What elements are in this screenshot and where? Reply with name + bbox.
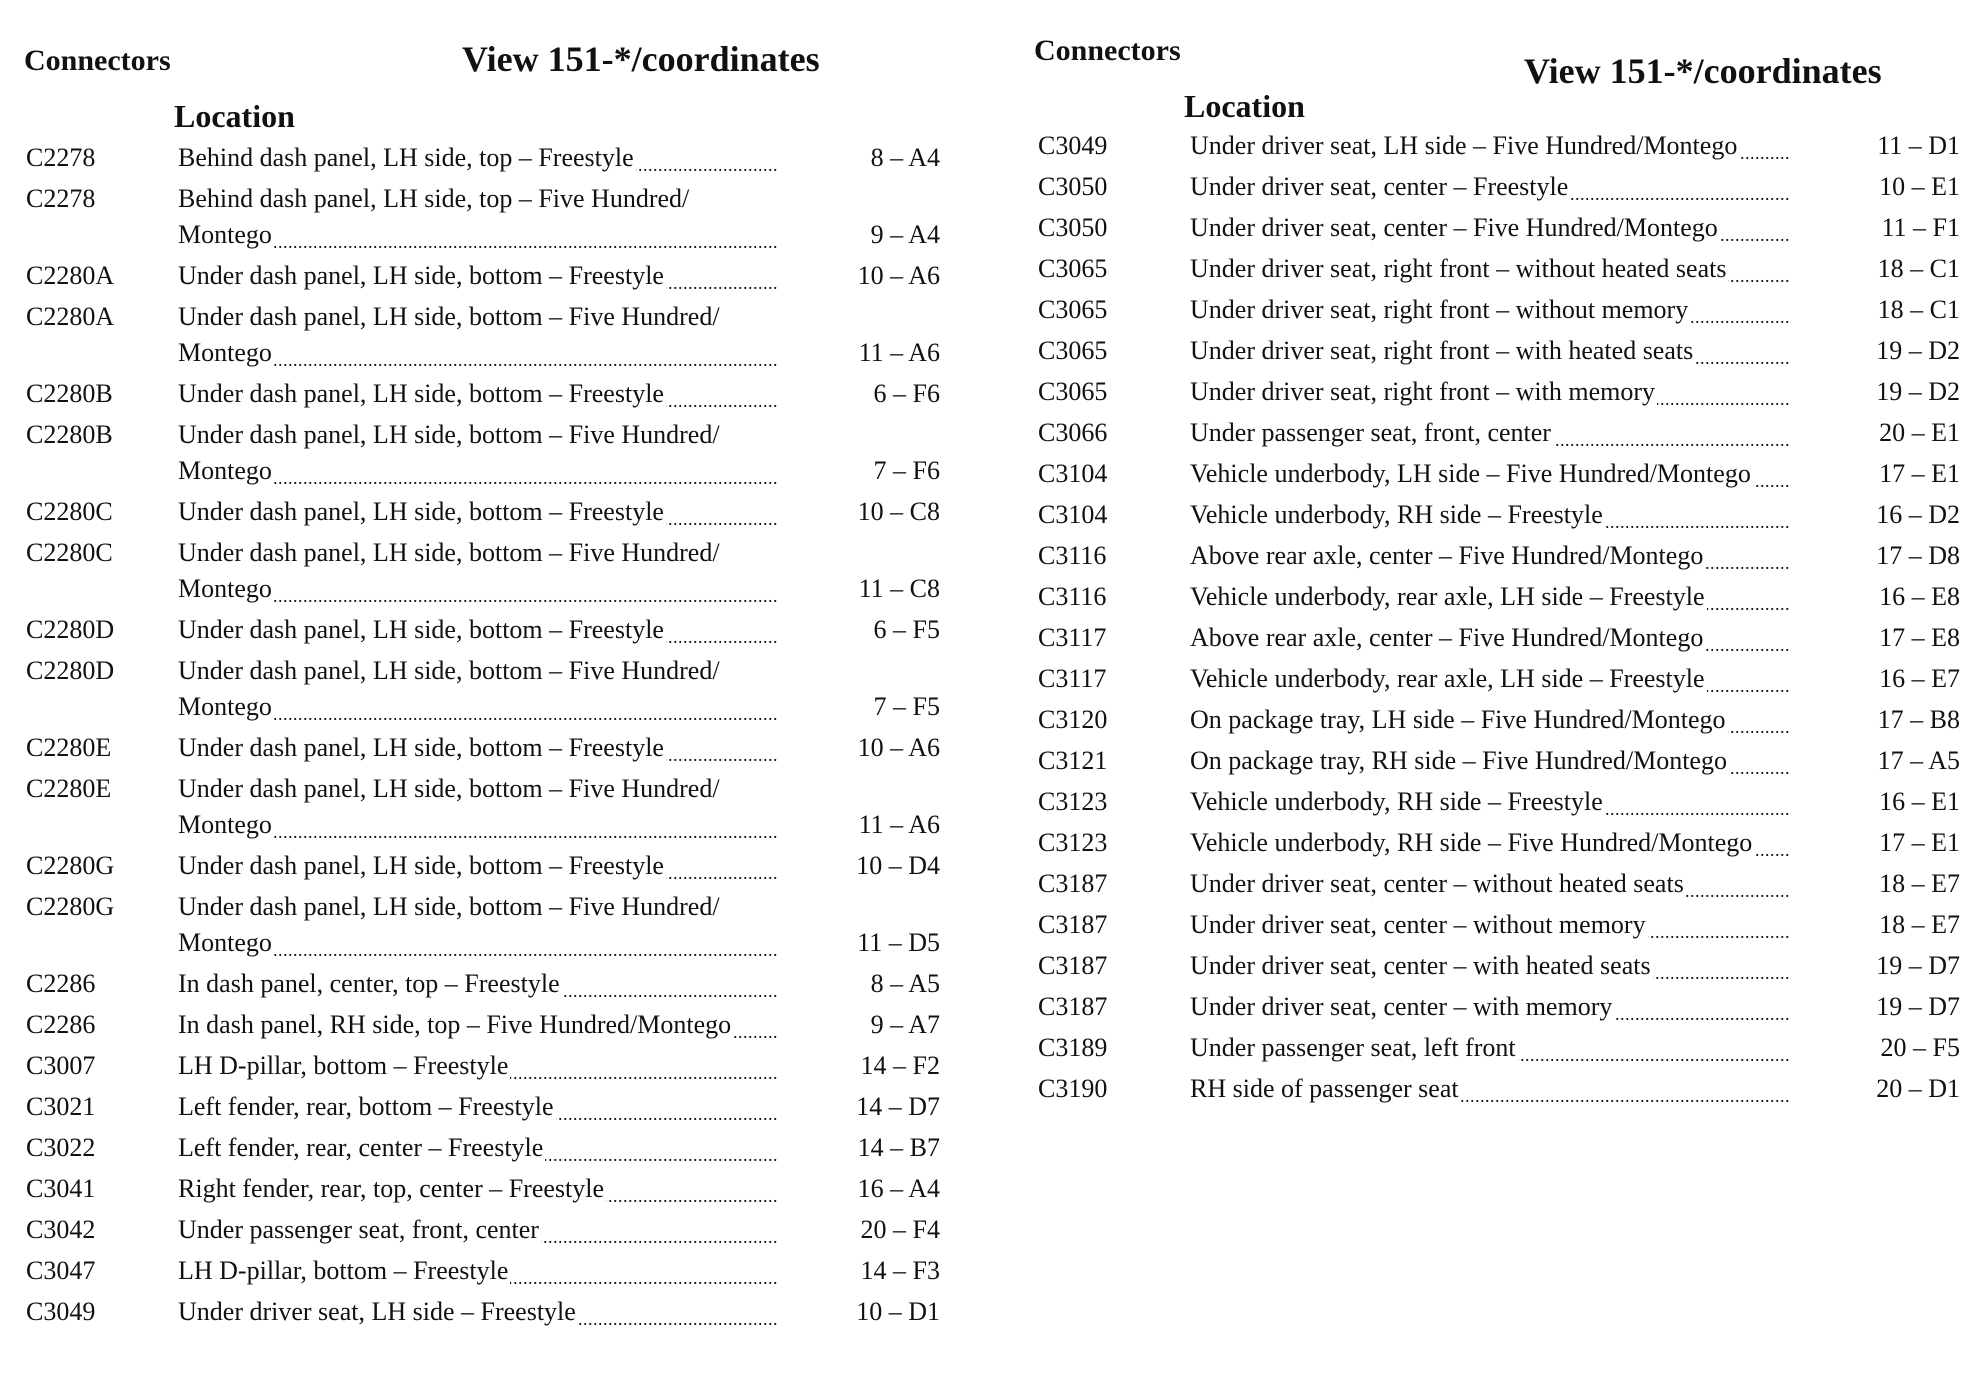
location-text: Left fender, rear, center – Freestyle <box>178 1133 544 1162</box>
connector-row <box>0 140 1000 176</box>
connector-id: C3042 <box>26 1215 96 1244</box>
location-text: Under driver seat, center – Five Hundred/Montego <box>1190 213 1718 242</box>
view-coordinate: 18 – C1 <box>1877 295 1960 324</box>
connector-id: C3189 <box>1038 1033 1108 1062</box>
connector-id: C2280D <box>26 615 115 644</box>
location-text: Under driver seat, center – with memory <box>1190 992 1613 1021</box>
view-coordinate: 6 – F6 <box>873 379 940 408</box>
location-text: In dash panel, RH side, top – Five Hundred/Montego <box>178 1010 732 1039</box>
view-coordinate: 19 – D2 <box>1876 336 1960 365</box>
view-coordinate: 16 – E1 <box>1879 787 1960 816</box>
connector-row <box>1012 251 1972 287</box>
connector-location <box>1190 702 1790 738</box>
connector-location <box>1190 1030 1790 1066</box>
connector-location <box>178 1294 778 1330</box>
location-text: Under passenger seat, front, center <box>178 1215 539 1244</box>
connector-list <box>0 140 1000 1335</box>
connector-location <box>1190 620 1790 656</box>
connector-id: C2280E <box>26 733 112 762</box>
connector-id: C3047 <box>26 1256 96 1285</box>
connector-row <box>1012 169 1972 205</box>
view-coordinate: 17 – B8 <box>1877 705 1960 734</box>
connector-id: C3187 <box>1038 869 1108 898</box>
connector-location <box>1190 743 1790 779</box>
connector-row <box>0 848 1000 884</box>
view-coordinate: 19 – D7 <box>1876 992 1960 1021</box>
view-coordinate: 10 – E1 <box>1879 172 1960 201</box>
location-text: Under passenger seat, front, center <box>1190 418 1551 447</box>
view-coordinates-heading: View 151-*/coordinates <box>462 39 820 79</box>
connector-id: C3187 <box>1038 992 1108 1021</box>
connector-id: C3190 <box>1038 1074 1108 1103</box>
connector-location <box>178 258 778 294</box>
location-text: Right fender, rear, top, center – Freestyle <box>178 1174 605 1203</box>
connector-row <box>0 966 1000 1002</box>
view-coordinate: 8 – A5 <box>870 969 940 998</box>
connector-row <box>0 535 1000 607</box>
location-text: Above rear axle, center – Five Hundred/Montego <box>1190 623 1704 652</box>
connector-row <box>0 1089 1000 1125</box>
connector-row <box>0 258 1000 294</box>
connector-location <box>178 1212 778 1248</box>
connector-location <box>178 376 778 412</box>
connector-id: C3065 <box>1038 336 1108 365</box>
location-text: Under dash panel, LH side, bottom – Freestyle <box>178 497 664 526</box>
connector-id: C3117 <box>1038 623 1107 652</box>
connector-id: C3066 <box>1038 418 1108 447</box>
connector-row <box>1012 989 1972 1025</box>
connector-row <box>1012 948 1972 984</box>
connector-id: C3007 <box>26 1051 96 1080</box>
connector-row <box>1012 415 1972 451</box>
connector-location <box>178 1089 778 1125</box>
connector-row <box>1012 661 1972 697</box>
location-text: On package tray, RH side – Five Hundred/Montego <box>1190 746 1727 775</box>
connector-location <box>178 1048 778 1084</box>
connector-location <box>1190 825 1790 861</box>
connector-row <box>0 376 1000 412</box>
connector-id: C2280G <box>26 892 115 921</box>
view-coordinate: 11 – D5 <box>857 928 940 957</box>
connector-id: C3049 <box>26 1297 96 1326</box>
location-text: Vehicle underbody, RH side – Five Hundred/Montego <box>1190 828 1753 857</box>
connector-row <box>1012 579 1972 615</box>
connector-location <box>178 140 778 176</box>
connector-location <box>1190 948 1790 984</box>
connector-id: C3104 <box>1038 459 1108 488</box>
connector-row <box>1012 333 1972 369</box>
location-text: Under driver seat, right front – with memory <box>1190 377 1655 406</box>
view-coordinate: 11 – F1 <box>1881 213 1960 242</box>
view-coordinate: 14 – B7 <box>857 1133 940 1162</box>
view-coordinate: 11 – D1 <box>1877 131 1960 160</box>
view-coordinate: 17 – E8 <box>1879 623 1960 652</box>
connector-id: C3022 <box>26 1133 96 1162</box>
location-text: LH D-pillar, bottom – Freestyle <box>178 1256 509 1285</box>
location-heading: Location <box>1184 88 1305 124</box>
connector-location <box>1190 661 1790 697</box>
view-coordinate: 10 – D1 <box>856 1297 940 1326</box>
view-coordinates-heading: View 151-*/coordinates <box>1524 51 1882 91</box>
connector-location <box>178 889 778 961</box>
connector-row <box>0 417 1000 489</box>
connector-id: C3065 <box>1038 295 1108 324</box>
connector-row <box>1012 128 1972 164</box>
connector-row <box>1012 784 1972 820</box>
view-coordinate: 7 – F5 <box>873 692 940 721</box>
view-coordinate: 17 – D8 <box>1876 541 1960 570</box>
location-text: Under driver seat, center – with heated seats <box>1190 951 1651 980</box>
location-text: Behind dash panel, LH side, top – Five Hundred/ Montego <box>178 184 690 249</box>
connector-row <box>0 299 1000 371</box>
connectors-heading: Connectors <box>24 44 171 77</box>
location-text: Under dash panel, LH side, bottom – Five Hundred/ Montego <box>178 538 720 603</box>
view-coordinate: 14 – F3 <box>860 1256 940 1285</box>
connector-row <box>1012 210 1972 246</box>
connector-id: C3120 <box>1038 705 1108 734</box>
location-text: Above rear axle, center – Five Hundred/Montego <box>1190 541 1704 570</box>
connector-location <box>1190 251 1790 287</box>
connector-row <box>0 1171 1000 1207</box>
location-text: RH side of passenger seat <box>1190 1074 1459 1103</box>
connector-location <box>178 1171 778 1207</box>
view-coordinate: 17 – E1 <box>1879 459 1960 488</box>
connector-id: C2278 <box>26 143 96 172</box>
connector-id: C2280A <box>26 302 115 331</box>
view-coordinate: 8 – A4 <box>870 143 940 172</box>
location-text: Under driver seat, right front – with heated seats <box>1190 336 1694 365</box>
location-text: Vehicle underbody, rear axle, LH side – Freestyle <box>1190 582 1705 611</box>
connector-location <box>178 730 778 766</box>
connector-id: C2280E <box>26 774 112 803</box>
connector-id: C2280C <box>26 538 113 567</box>
connector-row <box>1012 907 1972 943</box>
connector-row <box>1012 1071 1972 1107</box>
connector-row <box>1012 620 1972 656</box>
connector-id: C2280A <box>26 261 115 290</box>
view-coordinate: 6 – F5 <box>873 615 940 644</box>
location-text: Under dash panel, LH side, bottom – Freestyle <box>178 379 664 408</box>
location-text: Under dash panel, LH side, bottom – Freestyle <box>178 851 664 880</box>
view-coordinate: 11 – A6 <box>858 338 940 367</box>
location-text: Under driver seat, center – without memory <box>1190 910 1646 939</box>
location-text: Under dash panel, LH side, bottom – Five Hundred/ Montego <box>178 302 720 367</box>
location-text: Under dash panel, LH side, bottom – Freestyle <box>178 615 664 644</box>
connector-id: C3123 <box>1038 828 1108 857</box>
location-text: Under driver seat, LH side – Five Hundred/Montego <box>1190 131 1738 160</box>
view-coordinate: 7 – F6 <box>873 456 940 485</box>
connector-id: C3117 <box>1038 664 1107 693</box>
connector-row <box>0 494 1000 530</box>
location-text: Vehicle underbody, rear axle, LH side – Freestyle <box>1190 664 1705 693</box>
view-coordinate: 9 – A7 <box>870 1010 940 1039</box>
connector-location <box>1190 292 1790 328</box>
connector-id: C3187 <box>1038 951 1108 980</box>
location-text: Vehicle underbody, RH side – Freestyle <box>1190 500 1603 529</box>
location-text: Under dash panel, LH side, bottom – Five Hundred/ Montego <box>178 656 720 721</box>
connector-id: C3049 <box>1038 131 1108 160</box>
view-coordinate: 9 – A4 <box>870 220 940 249</box>
connector-id: C3123 <box>1038 787 1108 816</box>
connector-id: C2286 <box>26 1010 96 1039</box>
view-coordinate: 14 – F2 <box>860 1051 940 1080</box>
connector-row <box>0 889 1000 961</box>
location-text: Under dash panel, LH side, bottom – Five Hundred/ Montego <box>178 420 720 485</box>
connector-location <box>1190 866 1790 902</box>
connector-id: C3116 <box>1038 582 1107 611</box>
connector-list <box>1012 128 1972 1112</box>
connector-row <box>1012 456 1972 492</box>
connector-row <box>0 1212 1000 1248</box>
location-text: Left fender, rear, bottom – Freestyle <box>178 1092 554 1121</box>
connector-id: C2280B <box>26 379 113 408</box>
connector-id: C3041 <box>26 1174 96 1203</box>
view-coordinate: 10 – C8 <box>857 497 940 526</box>
connector-row <box>0 1007 1000 1043</box>
location-text: Under passenger seat, left front <box>1190 1033 1516 1062</box>
connectors-heading: Connectors <box>1034 34 1181 67</box>
view-coordinate: 16 – D2 <box>1876 500 1960 529</box>
location-text: Under dash panel, LH side, bottom – Five Hundred/ Montego <box>178 774 720 839</box>
location-text: On package tray, LH side – Five Hundred/Montego <box>1190 705 1726 734</box>
connector-location <box>1190 538 1790 574</box>
view-coordinate: 10 – A6 <box>857 261 940 290</box>
location-text: Vehicle underbody, RH side – Freestyle <box>1190 787 1603 816</box>
connector-location <box>178 612 778 648</box>
connector-id: C3050 <box>1038 172 1108 201</box>
connector-row <box>0 653 1000 725</box>
connector-location <box>178 771 778 843</box>
connector-location <box>1190 989 1790 1025</box>
view-coordinate: 18 – E7 <box>1879 869 1960 898</box>
connector-row <box>0 1294 1000 1330</box>
connector-row <box>0 181 1000 253</box>
view-coordinate: 20 – F4 <box>860 1215 940 1244</box>
connector-id: C3050 <box>1038 213 1108 242</box>
location-text: Under dash panel, LH side, bottom – Five Hundred/ Montego <box>178 892 720 957</box>
view-coordinate: 18 – E7 <box>1879 910 1960 939</box>
connector-id: C3121 <box>1038 746 1108 775</box>
connector-location <box>1190 784 1790 820</box>
connector-id: C2280G <box>26 851 115 880</box>
connector-row <box>0 1130 1000 1166</box>
location-text: In dash panel, center, top – Freestyle <box>178 969 560 998</box>
location-heading: Location <box>174 98 295 134</box>
connector-location <box>1190 210 1790 246</box>
location-text: Under driver seat, center – Freestyle <box>1190 172 1569 201</box>
view-coordinate: 19 – D2 <box>1876 377 1960 406</box>
connector-location <box>178 181 778 253</box>
connector-location <box>178 653 778 725</box>
location-text: Under driver seat, LH side – Freestyle <box>178 1297 576 1326</box>
connector-id: C3021 <box>26 1092 96 1121</box>
connector-row <box>1012 866 1972 902</box>
connector-location <box>1190 1071 1790 1107</box>
view-coordinate: 16 – E7 <box>1879 664 1960 693</box>
view-coordinate: 20 – E1 <box>1879 418 1960 447</box>
view-coordinate: 19 – D7 <box>1876 951 1960 980</box>
view-coordinate: 17 – E1 <box>1879 828 1960 857</box>
location-text: Behind dash panel, LH side, top – Freestyle <box>178 143 634 172</box>
connector-row <box>1012 825 1972 861</box>
connector-row <box>1012 374 1972 410</box>
connector-row <box>0 1253 1000 1289</box>
connector-row <box>0 1048 1000 1084</box>
connector-id: C3116 <box>1038 541 1107 570</box>
connector-row <box>1012 497 1972 533</box>
connector-id: C3065 <box>1038 377 1108 406</box>
location-text: Under driver seat, right front – without memory <box>1190 295 1689 324</box>
connector-location <box>1190 128 1790 164</box>
connector-location <box>1190 169 1790 205</box>
view-coordinate: 18 – C1 <box>1877 254 1960 283</box>
connector-location <box>178 1253 778 1289</box>
connector-row <box>0 771 1000 843</box>
view-coordinate: 10 – A6 <box>857 733 940 762</box>
connector-location <box>178 299 778 371</box>
connector-id: C3065 <box>1038 254 1108 283</box>
view-coordinate: 16 – A4 <box>857 1174 940 1203</box>
view-coordinate: 16 – E8 <box>1879 582 1960 611</box>
view-coordinate: 20 – F5 <box>1880 1033 1960 1062</box>
connector-location <box>1190 907 1790 943</box>
connector-id: C2280C <box>26 497 113 526</box>
location-text: Under dash panel, LH side, bottom – Freestyle <box>178 733 664 762</box>
connector-location <box>178 1007 778 1043</box>
location-text: Under driver seat, center – without heated seats <box>1190 869 1684 898</box>
connector-location <box>178 848 778 884</box>
connector-location <box>1190 579 1790 615</box>
connector-id: C2280D <box>26 656 115 685</box>
connector-location <box>178 1130 778 1166</box>
connector-row <box>1012 538 1972 574</box>
view-coordinate: 17 – A5 <box>1877 746 1960 775</box>
connector-id: C3104 <box>1038 500 1108 529</box>
connector-id: C2280B <box>26 420 113 449</box>
connector-id: C3187 <box>1038 910 1108 939</box>
view-coordinate: 11 – C8 <box>858 574 940 603</box>
connector-location <box>1190 374 1790 410</box>
connector-row <box>1012 1030 1972 1066</box>
view-coordinate: 11 – A6 <box>858 810 940 839</box>
connector-location <box>1190 497 1790 533</box>
connector-row <box>0 730 1000 766</box>
location-text: Under driver seat, right front – without heated seats <box>1190 254 1727 283</box>
connector-location <box>178 417 778 489</box>
connector-location <box>1190 456 1790 492</box>
connector-row <box>1012 743 1972 779</box>
location-text: Under dash panel, LH side, bottom – Freestyle <box>178 261 664 290</box>
connector-row <box>1012 702 1972 738</box>
view-coordinate: 10 – D4 <box>856 851 940 880</box>
connector-location <box>178 535 778 607</box>
location-text: LH D-pillar, bottom – Freestyle <box>178 1051 509 1080</box>
connector-location <box>178 966 778 1002</box>
connector-location <box>1190 415 1790 451</box>
connector-id: C2286 <box>26 969 96 998</box>
view-coordinate: 14 – D7 <box>856 1092 940 1121</box>
connector-location <box>1190 333 1790 369</box>
connector-id: C2278 <box>26 184 96 213</box>
connector-location <box>178 494 778 530</box>
connector-row <box>0 612 1000 648</box>
location-text: Vehicle underbody, LH side – Five Hundred/Montego <box>1190 459 1751 488</box>
view-coordinate: 20 – D1 <box>1876 1074 1960 1103</box>
connector-row <box>1012 292 1972 328</box>
